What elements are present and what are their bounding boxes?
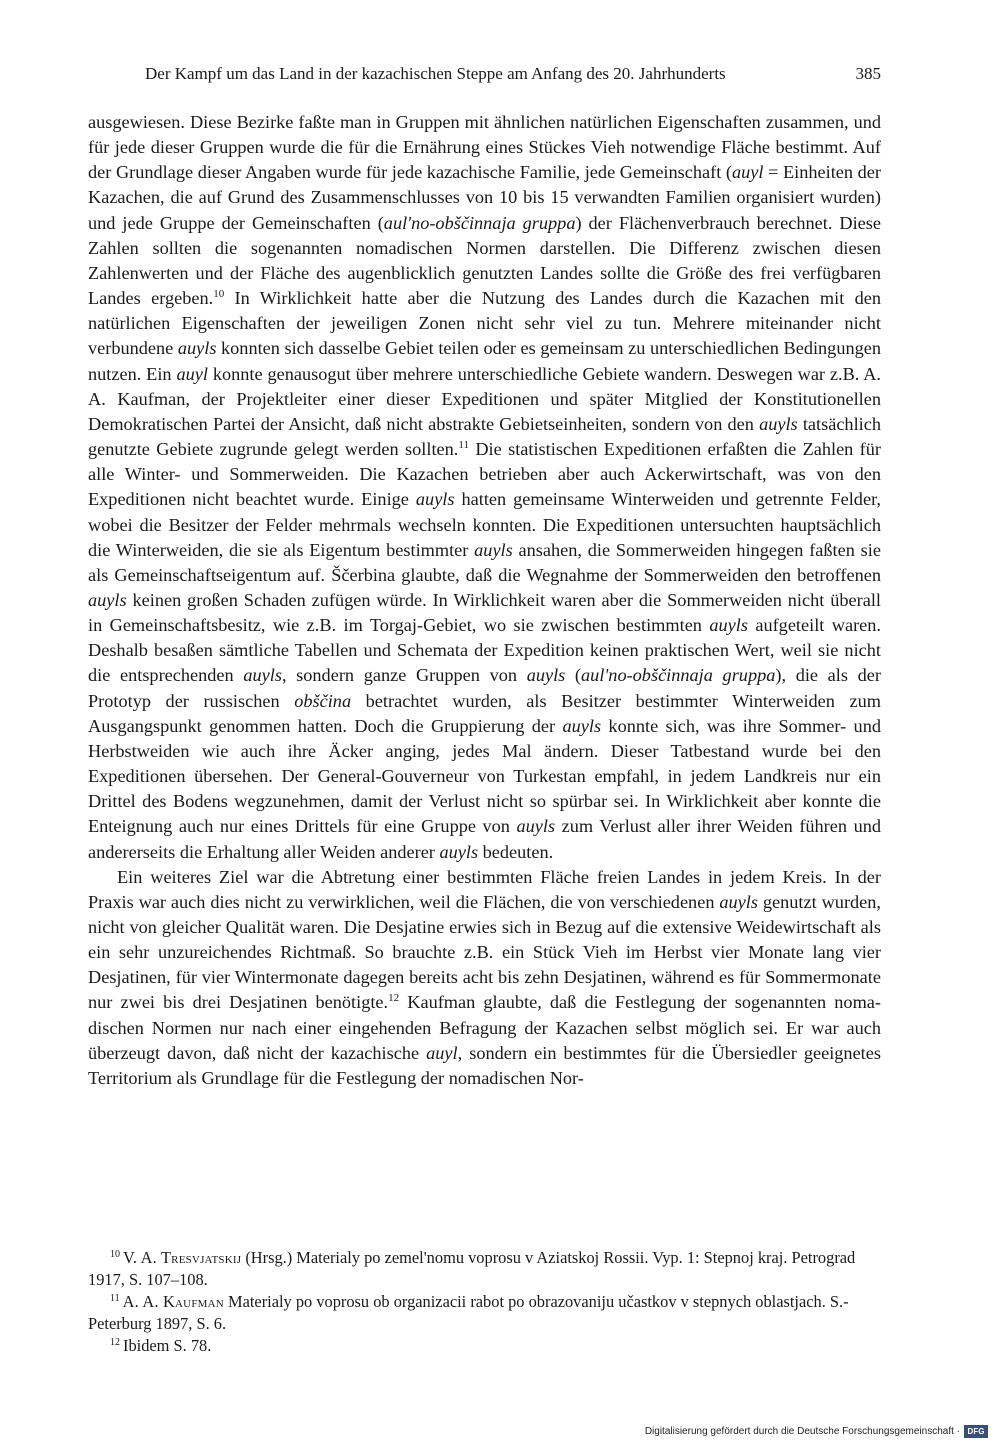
text-run: aufgeteilt waren. Deshalb besaßen sämtliche Tabellen und Schemata der Expedition keinen praktischen Wert, weil sie nicht die entsprechenden (88, 615, 881, 686)
italic-term: auyl (426, 1042, 458, 1063)
text-run: bedeuten. (478, 841, 554, 862)
italic-term: auyl (732, 162, 764, 183)
text-run: Kaufman glaubte, daß die Festlegung der sogenannten nomadischen Normen nur nach einer eingehenden Befragung der Kazachen selbst möglich sei. Er war auch überzeugt davon, daß nicht der kazachische (88, 992, 881, 1063)
page-number: 385 (855, 64, 881, 83)
text-run: konnte genausogut über mehrere unterschiedliche Gebiete wandern. Deswegen war z.B. A. A. Kaufman, der Projektleiter einer dieser Expeditionen und später Mitglied der Konstitutionellen Demokratischen Partei der Ansicht, daß nicht abstrakte Gebietseinheiten, sondern von den (88, 363, 882, 434)
italic-term: auyls (177, 338, 217, 359)
footnote-number: 11 (110, 1292, 120, 1304)
footnote-text: Materialy po voprosu ob organizacii rabot po obrazovaniju učastkov v stepnych oblastjach. S.-Peterburg 1897, S. 6. (88, 1292, 849, 1333)
credit-text: Digitalisierung gefördert durch die Deutsche Forschungsgemeinschaft · (644, 1425, 960, 1437)
footnote-author: A. A. Kaufman (122, 1292, 224, 1311)
text-run: Die statistischen Expeditionen erfaßten die Zahlen für alle Winter- und Sommerweiden. Die Kazachen betrieben aber auch Ackerwirtschaft, was von den Expeditionen nicht beachtet wurde. Einige (88, 439, 882, 510)
text-run: , sondern ganze Gruppen von (281, 665, 527, 686)
dfg-logo-icon: DFG (964, 1425, 988, 1438)
text-run: ) der Flächenverbrauch berechnet. Diese Zahlen sollten die sogenannten nomadischen Normen darstellen. Die Differenz zwischen diesen Zahlenwerten und der Fläche des augenblicklich genutzten Landes sollte die Größe des frei verfügbaren Landes ergeben. (88, 212, 881, 309)
footnotes (88, 1247, 881, 1357)
footnote (88, 1291, 881, 1335)
text-run: betrachtet wurden, als Besitzer bestimmter Winterweiden zum Ausgangspunkt genommen hatten. Doch die Gruppierung der (88, 690, 881, 736)
italic-term: auyl (176, 363, 208, 384)
footnote (88, 1247, 881, 1291)
text-run: , sondern ein bestimmtes für die Übersiedler geeignetes Territorium als Grundlage für die Festlegung der nomadischen Nor- (88, 1042, 881, 1088)
text-run: Ein weiteres Ziel war die Abtretung einer bestimmten Fläche freien Landes in jedem Kreis. In der Praxis war auch dies nicht zu verwirklichen, weil die Flächen, die von verschiedenen (88, 866, 881, 912)
italic-term: auyls (526, 665, 566, 686)
footnote-text: Ibidem S. 78. (123, 1336, 212, 1355)
footnote-number: 12 (110, 1336, 120, 1348)
italic-term: auyls (516, 816, 556, 837)
italic-term: auyls (439, 841, 479, 862)
italic-term: aul'no-obščinnaja gruppa (383, 212, 576, 233)
italic-term: auyls (474, 539, 513, 560)
running-header (145, 60, 881, 88)
italic-term: auyls (562, 715, 602, 736)
text-run: hatten gemeinsame Winterweiden und getrennte Felder, wobei die Besitzer der Felder mehrmals wechseln konnten. Die Expeditionen untersuchten hauptsächlich die Winterweiden, die sie als Eigentum bestimmter (88, 489, 881, 560)
text-run: zum Verlust aller ihrer Weiden führen und andererseits die Erhaltung aller Weiden anderer (88, 816, 881, 862)
italic-term: auyls (243, 665, 282, 686)
italic-term: auyls (709, 615, 748, 636)
italic-term: auyls (415, 489, 455, 510)
text-run: tatsächlich genutzte Gebiete zugrunde gelegt werden sollten. (88, 413, 881, 460)
text-run: = Einheiten der Kazachen, die auf Grund des Zusammenschlusses von 10 bis 15 verwandten Familien organisiert wurden) und jede Gruppe der Gemeinschaften ( (88, 162, 881, 233)
footnote-reference: 11 (458, 438, 469, 451)
running-header-title: Der Kampf um das Land in der kazachischen Steppe am Anfang des 20. Jahrhunderts (145, 64, 726, 83)
italic-term: obščina (294, 690, 352, 711)
italic-term: aul'no-obščinnaja gruppa (581, 665, 776, 686)
main-text (88, 110, 881, 1091)
text-run: konnte sich, was ihre Sommer- und Herbstweiden wie auch ihre Äcker anging, jedes Mal ändern. Dieser Tatbestand wurde bei den Expeditionen übersehen. Der General-Gouverneur von Turkestan empfahl, in jedem Landkreis nur ein Drittel des Bodens wegzunehmen, damit der Verlust nicht so spürbar sei. In Wirklichkeit aber konnte die Enteignung auch nur eines Drittels für eine Gruppe von (88, 715, 881, 837)
footnote-reference: 12 (388, 992, 400, 1005)
italic-term: auyls (719, 891, 758, 912)
body-paragraph (88, 110, 881, 865)
footnote-reference: 10 (213, 288, 225, 300)
digitization-credit (645, 1422, 988, 1440)
footnote-author: V. A. Tresvjatskij (123, 1248, 242, 1267)
text-run: konnten sich dasselbe Gebiet teilen oder es gemeinsam zu unterschiedlichen Bedingungen nutzen. Ein (88, 338, 881, 384)
body-paragraph (88, 865, 881, 1091)
italic-term: auyls (759, 413, 798, 434)
footnote-text: (Hrsg.) Materialy po zemel'nomu voprosu v Aziatskoj Rossii. Vyp. 1: Stepnoj kraj. Petrograd 1917, S. 107–108. (88, 1248, 856, 1289)
footnote (88, 1335, 881, 1357)
footnote-number: 10 (110, 1248, 120, 1260)
italic-term: auyls (88, 589, 127, 610)
text-run: ansahen, die Sommerweiden hingegen faßten sie als Gemeinschaftseigentum auf. Ščerbina glaubte, daß die Wegnahme der Sommerweiden den betroffenen (88, 539, 881, 585)
text-run: ), die als der Prototyp der russischen (88, 665, 881, 711)
text-run: ausgewiesen. Diese Bezirke faßte man in Gruppen mit ähnlichen natürlichen Eigenschaften zusammen, und für jede dieser Gruppen wurde die für die Ernährung eines Stückes Vieh notwendige Fläche bestimmt. Auf der Grundlage dieser Angaben wurde für jede kazachische Familie, jede Gemeinschaft ( (88, 112, 881, 183)
text-run: keinen großen Schaden zufügen würde. In Wirklichkeit waren aber die Sommerweiden nicht überall in Gemeinschaftsbesitz, wie z.B. im Torgaj-Gebiet, wo sie zwischen bestimmten (88, 589, 881, 636)
text-run: genutzt wurden, nicht von gleicher Qualität waren. Die Desjatine erwies sich in Bezug auf die extensive Weidewirtschaft als ein sehr unzureichendes Richtmaß. So brauchte z.B. ein Stück Vieh im Herbst vier Monate lang vier Desjatinen, für vier Wintermonate dagegen bereits acht bis zehn Desjatinen, während es für Sommermonate nur zwei bis drei Desjatinen benötigte. (88, 891, 881, 1013)
text-run: ( (565, 665, 582, 686)
text-run: In Wirklichkeit hatte aber die Nutzung des Landes durch die Kazachen mit den natürlichen Eigenschaften der jeweiligen Zonen nicht sehr viel zu tun. Mehrere miteinander nicht verbundene (88, 288, 881, 359)
